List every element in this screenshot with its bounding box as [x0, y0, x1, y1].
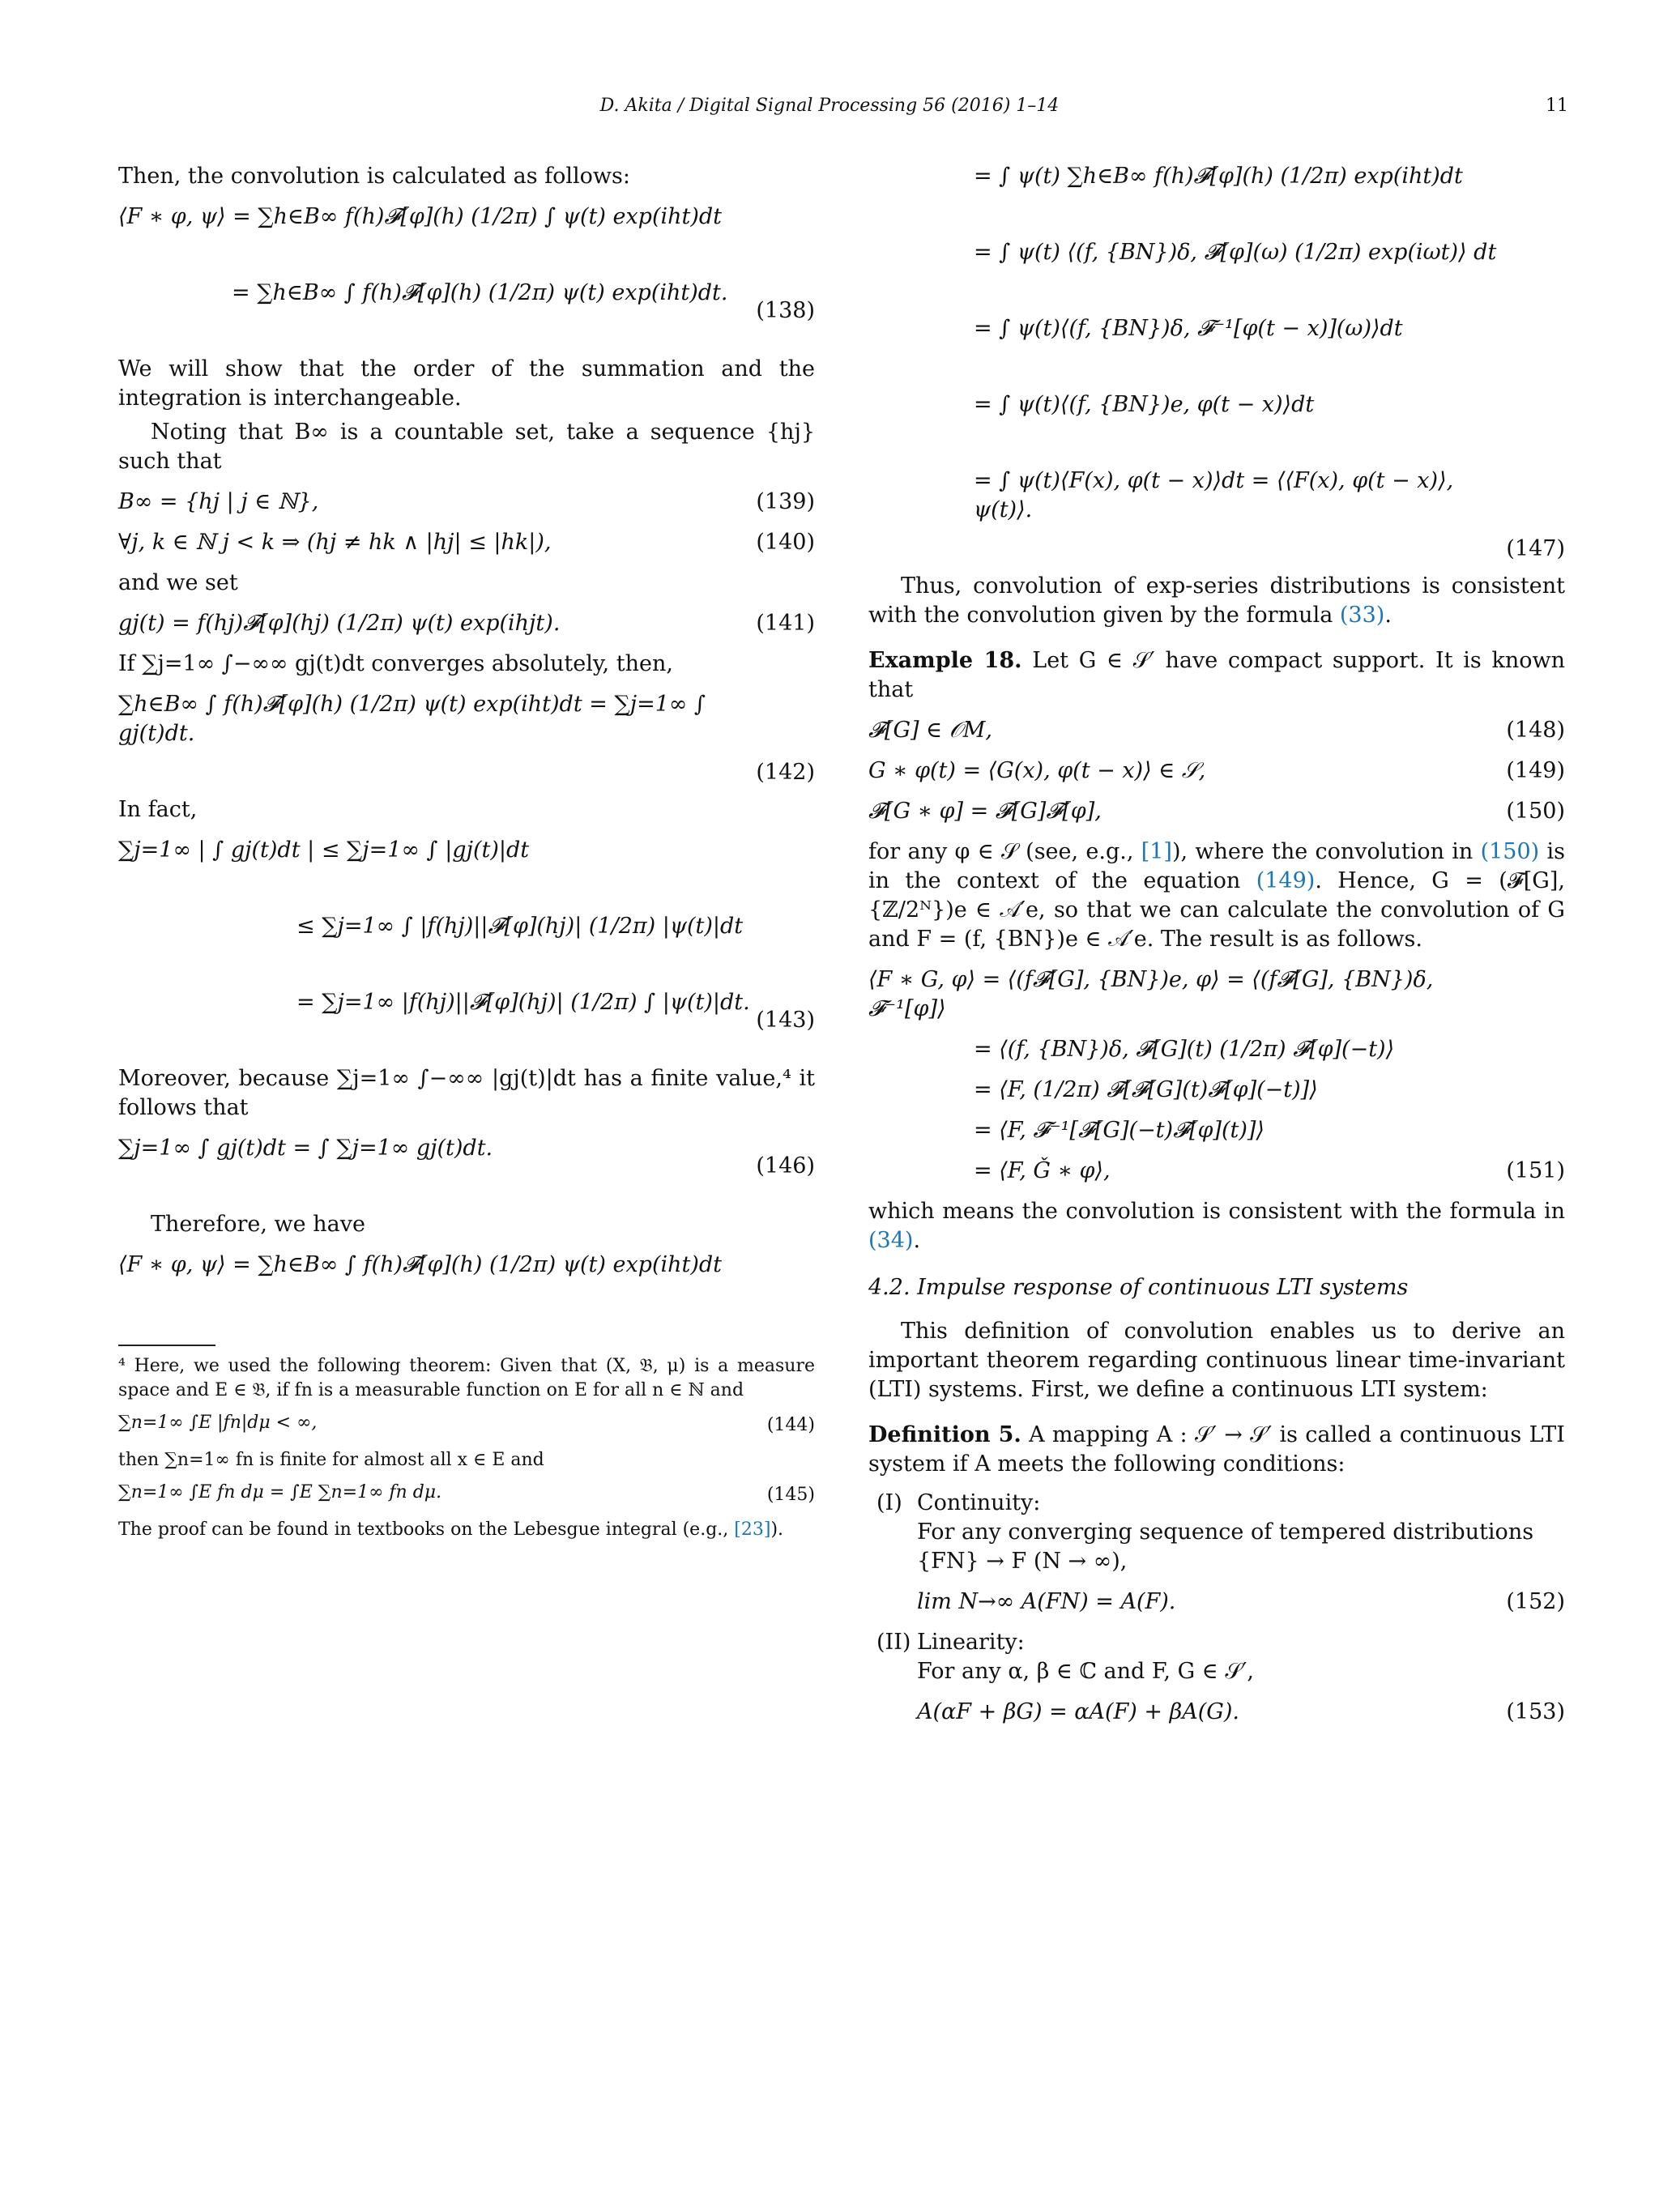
equation-147-line1 — [868, 162, 1565, 227]
equation-text: ∑n=1∞ ∫E fn dμ = ∫E ∑n=1∞ fn dμ. — [118, 1482, 442, 1502]
paragraph: for any φ ∈ 𝒮 (see, e.g., [1]), where the convolution in (150) is in the context of the equation (149). Hence, G = (𝓕[G], {ℤ/2ᴺ})e ∈ 𝒜′e, so that we can calculate the convolution of G and F = (f, {BN})e ∈ 𝒜′e. The result is as follows. — [868, 839, 1565, 952]
equation-number: (140) — [756, 530, 815, 555]
equation-text: ∑n=1∞ ∫E |fn|dμ < ∞, — [118, 1413, 318, 1433]
example-label: Example 18. — [868, 648, 1022, 673]
equation-151-line5 — [868, 1157, 1565, 1186]
equation-151-line2 — [868, 1035, 1565, 1064]
equation-152 — [917, 1588, 1565, 1617]
footnote-divider — [118, 1345, 215, 1346]
equation-text: = ∫ ψ(t) ∑h∈B∞ f(h)𝓕[φ](h) (1/2π) exp(iht)dt — [974, 164, 1463, 189]
paragraph: Thus, convolution of exp-series distributions is consistent with the convolution given by the formula (33). — [868, 573, 1565, 628]
list-item-text: For any α, β ∈ ℂ and F, G ∈ 𝒮′, — [917, 1659, 1254, 1684]
equation-150 — [868, 797, 1565, 826]
citation-link[interactable]: (33) — [1339, 603, 1385, 628]
equation-143-line1 — [118, 836, 815, 901]
equation-text: 𝓕[G] ∈ 𝒪M, — [868, 718, 992, 743]
running-title: D. Akita / Digital Signal Processing 56 (2016) 1–14 — [599, 96, 1060, 116]
equation-151-line3 — [868, 1076, 1565, 1105]
equation-text: = ⟨F, Ǧ ∗ φ⟩, — [974, 1158, 1111, 1183]
equation-148 — [868, 716, 1565, 745]
equation-number: (153) — [1506, 1699, 1565, 1724]
equation-141 — [118, 609, 815, 638]
equation-text: ∑h∈B∞ ∫ f(h)𝓕[φ](h) (1/2π) ψ(t) exp(iht)dt = ∑j=1∞ ∫ gj(t)dt. — [118, 692, 706, 746]
equation-number: (149) — [1506, 758, 1565, 783]
paragraph: Then, the convolution is calculated as follows: — [118, 164, 630, 189]
equation-144 — [118, 1411, 815, 1440]
equation-text: lim N→∞ A(FN) = A(F). — [917, 1589, 1176, 1614]
equation-number: (138) — [756, 298, 815, 323]
equation-text: ⟨F ∗ G, φ⟩ = ⟨(f𝓕[G], {BN})e, φ⟩ = ⟨(f𝓕[G], {BN})δ, 𝓕⁻¹[φ]⟩ — [868, 967, 1434, 1021]
paragraph: We will show that the order of the summation and the integration is interchangeable. — [118, 356, 815, 411]
citation-link[interactable]: (149) — [1256, 868, 1316, 893]
equation-text: G ∗ φ(t) = ⟨G(x), φ(t − x)⟩ ∈ 𝒮, — [868, 758, 1206, 783]
equation-number: (139) — [756, 489, 815, 514]
equation-number: (145) — [766, 1485, 815, 1505]
equation-text: = ∑h∈B∞ ∫ f(h)𝓕[φ](h) (1/2π) ψ(t) exp(iht)dt. — [232, 280, 728, 305]
equation-text: ⟨F ∗ φ, ψ⟩ = ∑h∈B∞ ∫ f(h)𝓕[φ](h) (1/2π) ψ(t) exp(iht)dt — [118, 1252, 723, 1277]
equation-151-line1 — [868, 965, 1565, 1024]
equation-number: (152) — [1506, 1589, 1565, 1614]
equation-151-line4 — [868, 1116, 1565, 1145]
list-item — [868, 1628, 1565, 1727]
equation-142 — [118, 690, 815, 785]
equation-number: (142) — [756, 760, 815, 785]
paragraph: This definition of convolution enables us to derive an important theorem regarding continuous linear time-invariant (LTI) systems. First, we define a continuous LTI system: — [868, 1319, 1565, 1402]
citation-link[interactable]: (34) — [868, 1228, 914, 1253]
equation-text: = ⟨(f, {BN})δ, 𝓕[G](t) (1/2π) 𝓕[φ](−t)⟩ — [974, 1037, 1395, 1062]
equation-number: (147) — [1506, 536, 1565, 561]
footnote-text: then ∑n=1∞ fn is finite for almost all x ∈ E and — [118, 1450, 544, 1470]
citation-link[interactable]: [1] — [1141, 839, 1172, 864]
left-column — [118, 162, 815, 1547]
equation-143-line3 — [118, 988, 815, 1053]
equation-text: ∀j, k ∈ ℕ j < k ⇒ (hj ≠ hk ∧ |hj| ≤ |hk|), — [118, 530, 552, 555]
equation-text: ⟨F ∗ φ, ψ⟩ = ∑h∈B∞ f(h)𝓕[φ](h) (1/2π) ∫ ψ(t) exp(iht)dt — [118, 204, 723, 229]
equation-text: = ∫ ψ(t)⟨(f, {BN})e, φ(t − x)⟩dt — [974, 392, 1315, 417]
equation-147-line5 — [868, 467, 1565, 561]
page-number: 11 — [1546, 96, 1568, 116]
equation-text: = ∫ ψ(t)⟨(f, {BN})δ, 𝓕⁻¹[φ(t − x)](ω)⟩dt — [974, 316, 1403, 341]
section-heading: 4.2. Impulse response of continuous LTI systems — [868, 1275, 1409, 1300]
equation-text: = ⟨F, 𝓕⁻¹[𝓕[G](−t)𝓕[φ](t)]⟩ — [974, 1118, 1265, 1143]
paragraph: Noting that B∞ is a countable set, take a sequence {hj} such that — [118, 420, 815, 474]
equation-147-line3 — [868, 314, 1565, 379]
citation-link[interactable]: [23] — [734, 1519, 771, 1540]
equation — [118, 202, 815, 267]
equation-text: gj(t) = f(hj)𝓕[φ](hj) (1/2π) ψ(t) exp(ihjt). — [118, 611, 561, 636]
equation-number: (148) — [1506, 718, 1565, 743]
equation-number: (144) — [766, 1415, 815, 1435]
list-item-text: For any converging sequence of tempered distributions {FN} → F (N → ∞), — [917, 1519, 1534, 1574]
equation — [118, 1251, 815, 1315]
equation-text: 𝓕[G ∗ φ] = 𝓕[G]𝓕[φ], — [868, 799, 1102, 824]
list-item — [868, 1489, 1565, 1617]
equation-138 — [118, 279, 815, 343]
paragraph: which means the convolution is consistent with the formula in (34). — [868, 1199, 1565, 1253]
equation-147-line2 — [868, 238, 1565, 303]
paragraph: If ∑j=1∞ ∫−∞∞ gj(t)dt converges absolutely, then, — [118, 651, 673, 676]
equation-153 — [917, 1698, 1565, 1727]
equation-text: ∑j=1∞ ∫ gj(t)dt = ∫ ∑j=1∞ gj(t)dt. — [118, 1136, 493, 1161]
footnote-text: ⁴ Here, we used the following theorem: Given that (X, 𝔅, μ) is a measure space and E ∈ 𝔅, if fn is a measurable function on E for all n ∈ ℕ and — [118, 1356, 815, 1400]
equation-number: (141) — [756, 611, 815, 636]
equation-139 — [118, 488, 815, 517]
citation-link[interactable]: (150) — [1480, 839, 1540, 864]
equation-number: (146) — [756, 1153, 815, 1178]
definition-paragraph: Definition 5. A mapping A : 𝒮′ → 𝒮′ is called a continuous LTI system if A meets the following conditions: — [868, 1422, 1565, 1477]
equation-149 — [868, 757, 1565, 786]
equation-text: ≤ ∑j=1∞ ∫ |f(hj)||𝓕[φ](hj)| (1/2π) |ψ(t)|dt — [296, 914, 744, 939]
paragraph: In fact, — [118, 797, 198, 822]
definition-label: Definition 5. — [868, 1422, 1021, 1447]
list-item-title: Continuity: — [917, 1490, 1041, 1515]
paragraph: Therefore, we have — [151, 1212, 365, 1237]
equation-146 — [118, 1134, 815, 1199]
equation-text: = ∑j=1∞ |f(hj)||𝓕[φ](hj)| (1/2π) ∫ |ψ(t)|dt. — [296, 990, 750, 1015]
equation-number: (150) — [1506, 799, 1565, 824]
equation-text: = ⟨F, (1/2π) 𝓕[𝓕[G](t)𝓕[φ](−t)]⟩ — [974, 1077, 1318, 1102]
paragraph: Moreover, because ∑j=1∞ ∫−∞∞ |gj(t)|dt has a finite value,⁴ it follows that — [118, 1066, 815, 1120]
equation-143-line2 — [118, 912, 815, 977]
footnote-text: The proof can be found in textbooks on the Lebesgue integral (e.g., [23]). — [118, 1519, 784, 1540]
footnote — [118, 1354, 815, 1542]
list-label: (I) — [876, 1490, 902, 1515]
equation-text: B∞ = {hj | j ∈ ℕ}, — [118, 489, 319, 514]
equation-number: (151) — [1506, 1158, 1565, 1183]
equation-text: A(αF + βG) = αA(F) + βA(G). — [917, 1699, 1239, 1724]
equation-text: = ∫ ψ(t) ⟨(f, {BN})δ, 𝓕[φ](ω) (1/2π) exp(iωt)⟩ dt — [974, 240, 1497, 265]
right-column — [868, 162, 1565, 1738]
equation-text: = ∫ ψ(t)⟨F(x), φ(t − x)⟩dt = ⟨⟨F(x), φ(t − x)⟩, ψ(t)⟩. — [974, 468, 1454, 522]
equation-number: (143) — [756, 1008, 815, 1033]
paragraph: and we set — [118, 570, 238, 595]
list-label: (II) — [876, 1630, 911, 1655]
equation-145 — [118, 1481, 815, 1510]
equation-140 — [118, 528, 815, 557]
list-item-title: Linearity: — [917, 1630, 1025, 1655]
equation-147-line4 — [868, 390, 1565, 455]
example-paragraph: Example 18. Let G ∈ 𝒮′ have compact support. It is known that — [868, 648, 1565, 702]
equation-text: ∑j=1∞ | ∫ gj(t)dt | ≤ ∑j=1∞ ∫ |gj(t)|dt — [118, 837, 530, 863]
